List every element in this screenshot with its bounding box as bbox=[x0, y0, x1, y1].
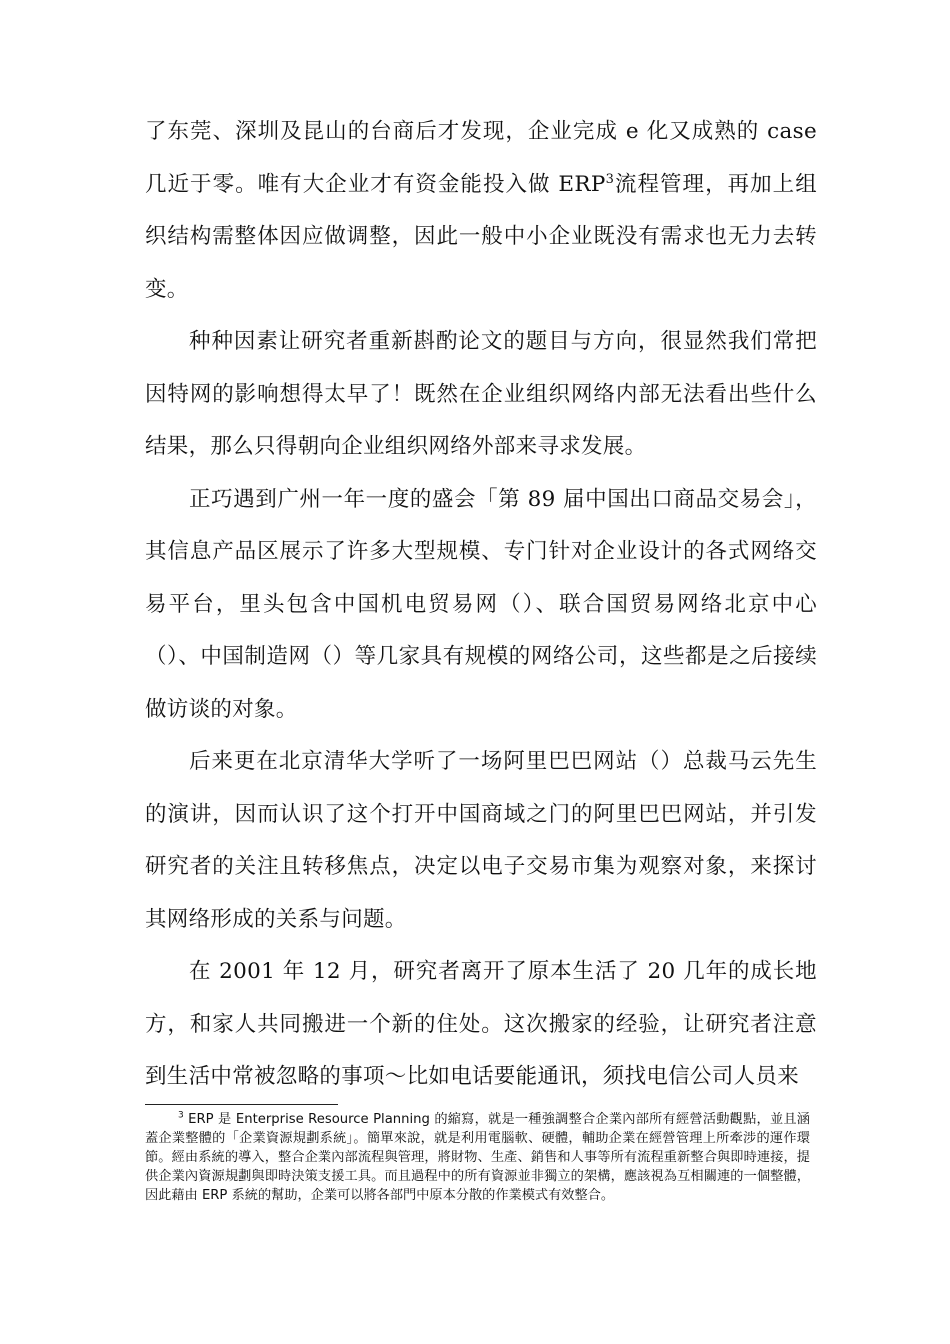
footnote-number: 3 bbox=[178, 1110, 184, 1121]
footnote bbox=[145, 1110, 810, 1205]
body-text bbox=[145, 106, 817, 1104]
paragraph-1-text-end: 流程管理，再加上组织结构需整体因应做调整，因此一般中小企业既没有需求也无力去转变。 bbox=[145, 171, 817, 302]
paragraph-5: 在 2001 年 12 月，研究者离开了原本生活了 20 几年的成长地方，和家人共同搬进一个新的住处。这次搬家的经验，让研究者注意到生活中常被忽略的事项～比如电话要能通讯，须找电信公司人员来 bbox=[145, 959, 817, 1089]
paragraph-1-text-start: 了东莞、深圳及昆山的台商后才发现，企业完成 e 化又成熟的 case 几近于零。唯有大企业才有资金能投入做 ERP bbox=[145, 119, 817, 197]
footnote-reference[interactable]: 3 bbox=[605, 171, 615, 187]
paragraph-4: 后来更在北京清华大学听了一场阿里巴巴网站（）总裁马云先生的演讲，因而认识了这个打开中国商域之门的阿里巴巴网站，并引发研究者的关注且转移焦点，决定以电子交易市集为观察对象，来探讨其网络形成的关系与问题。 bbox=[145, 749, 817, 932]
paragraph-3: 正巧遇到广州一年一度的盛会「第 89 届中国出口商品交易会」，其信息产品区展示了许多大型规模、专门针对企业设计的各式网络交易平台，里头包含中国机电贸易网（）、联合国贸易网络北京中心（）、中国制造网（）等几家具有规模的网络公司，这些都是之后接续做访谈的对象。 bbox=[145, 486, 817, 722]
paragraph-1 bbox=[145, 106, 817, 316]
footnote-separator bbox=[145, 1104, 338, 1105]
footnote-text: ERP 是 Enterprise Resource Planning 的縮寫，就是一種強調整合企業內部所有經營活動觀點，並且涵蓋企業整體的「企業資源規劃系統」。簡單來說，就是利用電腦軟、硬體，輔助企業在經營管理上所牽涉的運作環節。經由系統的導入，整合企業內部流程與管理，將財物、生產、銷售和人事等所有流程重新整合與即時連接，提供企業內資源規劃與即時決策支援工具。而且過程中的所有資源並非獨立的架構，應該視為互相關連的一個整體，因此藉由 ERP 系統的幫助，企業可以將各部門中原本分散的作業模式有效整合。 bbox=[145, 1112, 810, 1203]
paragraph-2: 种种因素让研究者重新斟酌论文的题目与方向，很显然我们常把因特网的影响想得太早了！既然在企业组织网络内部无法看出些什么结果，那么只得朝向企业组织网络外部来寻求发展。 bbox=[145, 329, 817, 459]
